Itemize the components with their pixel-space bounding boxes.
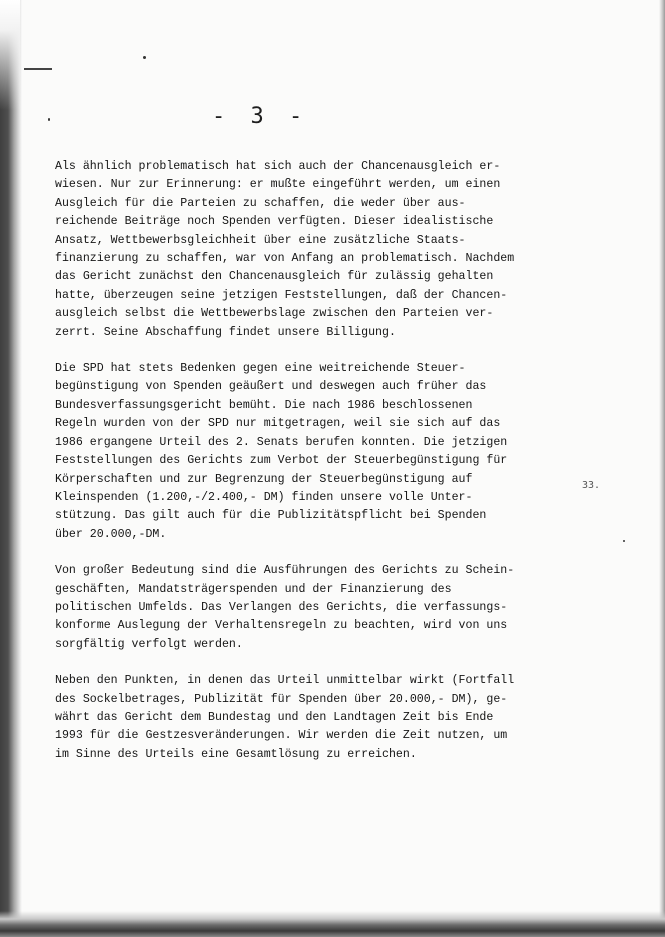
text-line: ausgleich selbst die Wettbewerbslage zwischen den Parteien ver- — [55, 307, 494, 321]
text-line: Kleinspenden (1.200,-/2.400,- DM) finden unsere volle Unter- — [55, 490, 473, 504]
scan-edge-left — [0, 0, 22, 937]
text-line: finanzierung zu schaffen, war von Anfang an problematisch. Nachdem — [55, 252, 515, 266]
paragraph-steuerbeguenstigung — [55, 360, 508, 544]
paragraph-chancenausgleich — [55, 158, 515, 342]
text-line: Bundesverfassungsgericht bemüht. Die nach 1986 beschlossenen — [55, 398, 473, 412]
text-line: Von großer Bedeutung sind die Ausführungen des Gerichts zu Schein- — [55, 564, 515, 578]
text-line: 1986 ergangene Urteil des 2. Senats berufen konnten. Die jetzigen — [55, 435, 508, 449]
text-line: Ausgleich für die Parteien zu schaffen, die weder über aus- — [55, 196, 466, 210]
text-line: politischen Umfelds. Das Verlangen des Gerichts, die verfassungs- — [55, 600, 508, 614]
scan-speck — [143, 56, 146, 59]
scan-edge-bottom — [0, 911, 665, 937]
text-line: Ansatz, Wettbewerbsgleichheit über eine zusätzliche Staats- — [55, 233, 466, 247]
text-line: des Sockelbetrages, Publizität für Spenden über 20.000,- DM), ge- — [55, 692, 508, 706]
text-line: Neben den Punkten, in denen das Urteil unmittelbar wirkt (Fortfall — [55, 674, 515, 688]
paragraph-gesamtloesung — [55, 672, 515, 764]
text-line: 1993 für die Gestzesveränderungen. Wir werden die Zeit nutzen, um — [55, 729, 508, 743]
text-line: Als ähnlich problematisch hat sich auch der Chancenausgleich er- — [55, 160, 501, 173]
scan-edge-left-top — [0, 0, 20, 110]
text-line: geschäften, Mandatsträgerspenden und der Finanzierung des — [55, 582, 452, 596]
document-body — [55, 158, 515, 782]
margin-annotation: 33. — [582, 480, 601, 491]
text-line: Körperschaften und zur Begrenzung der Steuerbegünstigung auf — [55, 472, 473, 486]
text-line: sorgfältig verfolgt werden. — [55, 637, 243, 651]
text-line: zerrt. Seine Abschaffung findet unsere Billigung. — [55, 325, 396, 339]
paragraph-scheingeschaefte — [55, 562, 515, 654]
text-line: über 20.000,-DM. — [55, 527, 167, 541]
text-line: das Gericht zunächst den Chancenausgleich für zulässig gehalten — [55, 270, 494, 284]
scan-mark — [24, 68, 52, 70]
scan-edge-right — [659, 0, 665, 937]
text-line: begünstigung von Spenden geäußert und deswegen auch früher das — [55, 380, 487, 394]
text-line: hatte, überzeugen seine jetzigen Feststellungen, daß der Chancen- — [55, 288, 508, 302]
text-line: Feststellungen des Gerichts zum Verbot der Steuerbegünstigung für — [55, 454, 508, 468]
text-line: wiesen. Nur zur Erinnerung: er mußte eingeführt werden, um einen — [55, 178, 501, 192]
text-line: währt das Gericht dem Bundestag und den Landtagen Zeit bis Ende — [55, 710, 494, 724]
text-line: im Sinne des Urteils eine Gesamtlösung zu erreichen. — [55, 747, 417, 761]
text-line: stützung. Das gilt auch für die Publizitätspflicht bei Spenden — [55, 509, 487, 523]
scan-speck — [48, 118, 50, 121]
text-line: reichende Beiträge noch Spenden verfügten. Dieser idealistische — [55, 215, 494, 229]
page-number: - 3 - — [212, 104, 309, 129]
scan-speck — [623, 540, 625, 542]
text-line: Die SPD hat stets Bedenken gegen eine weitreichende Steuer- — [55, 362, 466, 376]
text-line: Regeln wurden von der SPD nur mitgetragen, weil sie sich auf das — [55, 417, 501, 431]
text-line: konforme Auslegung der Verhaltensregeln zu beachten, wird von uns — [55, 619, 508, 633]
